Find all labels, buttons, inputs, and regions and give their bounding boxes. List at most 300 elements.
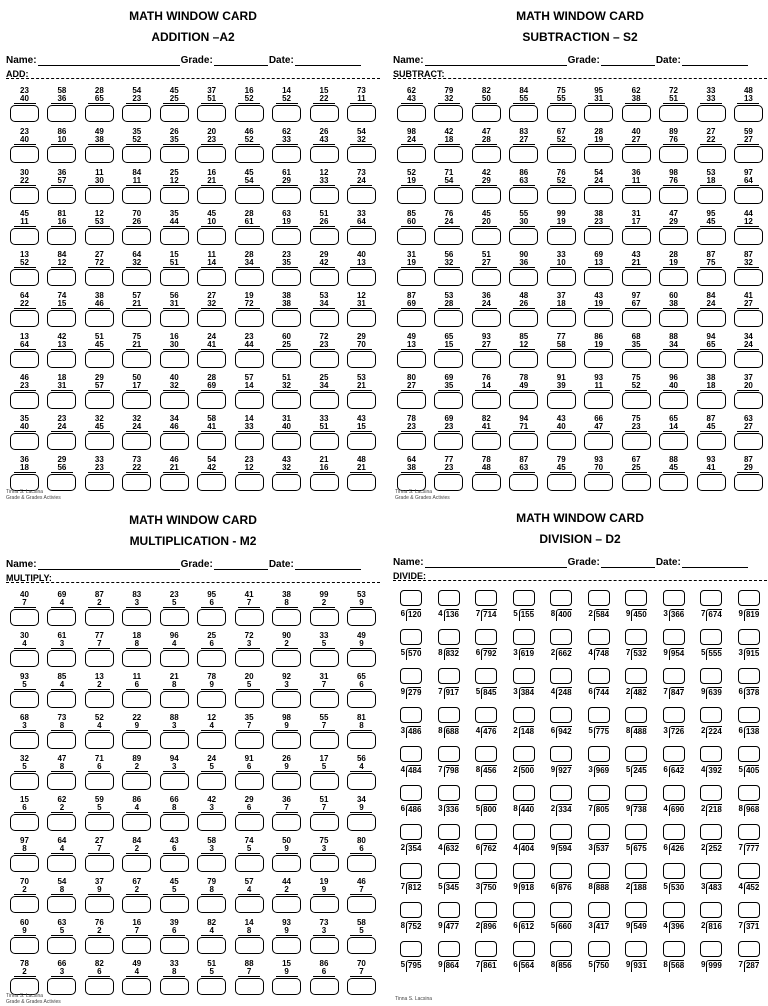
answer-box[interactable] <box>10 814 39 831</box>
answer-box[interactable] <box>122 773 151 790</box>
answer-box[interactable] <box>122 351 151 368</box>
answer-box[interactable] <box>434 146 463 163</box>
answer-box[interactable] <box>625 707 647 723</box>
answer-box[interactable] <box>347 978 376 995</box>
answer-box[interactable] <box>310 392 339 409</box>
answer-box[interactable] <box>235 433 264 450</box>
answer-box[interactable] <box>122 732 151 749</box>
answer-box[interactable] <box>347 814 376 831</box>
answer-box[interactable] <box>397 310 426 327</box>
answer-box[interactable] <box>697 392 726 409</box>
answer-box[interactable] <box>550 902 572 918</box>
answer-box[interactable] <box>47 187 76 204</box>
answer-box[interactable] <box>272 609 301 626</box>
answer-box[interactable] <box>475 746 497 762</box>
answer-box[interactable] <box>438 941 460 957</box>
answer-box[interactable] <box>272 773 301 790</box>
answer-box[interactable] <box>197 691 226 708</box>
answer-box[interactable] <box>550 785 572 801</box>
answer-box[interactable] <box>85 691 114 708</box>
answer-box[interactable] <box>310 937 339 954</box>
answer-box[interactable] <box>235 650 264 667</box>
grade-field[interactable] <box>214 56 268 66</box>
answer-box[interactable] <box>47 896 76 913</box>
answer-box[interactable] <box>550 746 572 762</box>
answer-box[interactable] <box>584 310 613 327</box>
answer-box[interactable] <box>625 746 647 762</box>
answer-box[interactable] <box>400 824 422 840</box>
answer-box[interactable] <box>10 732 39 749</box>
answer-box[interactable] <box>697 269 726 286</box>
name-field[interactable] <box>425 558 567 568</box>
answer-box[interactable] <box>235 310 264 327</box>
answer-box[interactable] <box>663 941 685 957</box>
answer-box[interactable] <box>547 228 576 245</box>
answer-box[interactable] <box>160 351 189 368</box>
answer-box[interactable] <box>509 187 538 204</box>
answer-box[interactable] <box>235 228 264 245</box>
answer-box[interactable] <box>10 228 39 245</box>
answer-box[interactable] <box>347 474 376 491</box>
answer-box[interactable] <box>85 474 114 491</box>
answer-box[interactable] <box>547 269 576 286</box>
answer-box[interactable] <box>700 785 722 801</box>
answer-box[interactable] <box>347 228 376 245</box>
answer-box[interactable] <box>588 746 610 762</box>
answer-box[interactable] <box>47 650 76 667</box>
answer-box[interactable] <box>738 785 760 801</box>
answer-box[interactable] <box>475 863 497 879</box>
answer-box[interactable] <box>272 187 301 204</box>
answer-box[interactable] <box>272 896 301 913</box>
answer-box[interactable] <box>160 814 189 831</box>
answer-box[interactable] <box>160 310 189 327</box>
answer-box[interactable] <box>197 896 226 913</box>
answer-box[interactable] <box>475 590 497 606</box>
answer-box[interactable] <box>122 187 151 204</box>
answer-box[interactable] <box>10 351 39 368</box>
answer-box[interactable] <box>400 746 422 762</box>
answer-box[interactable] <box>700 590 722 606</box>
answer-box[interactable] <box>347 691 376 708</box>
answer-box[interactable] <box>235 474 264 491</box>
answer-box[interactable] <box>472 228 501 245</box>
answer-box[interactable] <box>700 863 722 879</box>
answer-box[interactable] <box>659 392 688 409</box>
answer-box[interactable] <box>472 269 501 286</box>
answer-box[interactable] <box>47 310 76 327</box>
answer-box[interactable] <box>310 146 339 163</box>
answer-box[interactable] <box>235 855 264 872</box>
answer-box[interactable] <box>122 228 151 245</box>
answer-box[interactable] <box>47 228 76 245</box>
answer-box[interactable] <box>197 609 226 626</box>
answer-box[interactable] <box>197 650 226 667</box>
answer-box[interactable] <box>397 351 426 368</box>
answer-box[interactable] <box>622 310 651 327</box>
answer-box[interactable] <box>160 433 189 450</box>
answer-box[interactable] <box>400 629 422 645</box>
answer-box[interactable] <box>659 228 688 245</box>
answer-box[interactable] <box>85 773 114 790</box>
answer-box[interactable] <box>659 105 688 122</box>
answer-box[interactable] <box>397 187 426 204</box>
answer-box[interactable] <box>122 269 151 286</box>
answer-box[interactable] <box>272 269 301 286</box>
answer-box[interactable] <box>663 824 685 840</box>
answer-box[interactable] <box>160 732 189 749</box>
answer-box[interactable] <box>588 785 610 801</box>
answer-box[interactable] <box>663 902 685 918</box>
answer-box[interactable] <box>697 433 726 450</box>
answer-box[interactable] <box>235 392 264 409</box>
answer-box[interactable] <box>10 105 39 122</box>
answer-box[interactable] <box>85 269 114 286</box>
answer-box[interactable] <box>625 902 647 918</box>
answer-box[interactable] <box>347 773 376 790</box>
answer-box[interactable] <box>738 824 760 840</box>
answer-box[interactable] <box>700 629 722 645</box>
answer-box[interactable] <box>272 814 301 831</box>
answer-box[interactable] <box>85 896 114 913</box>
answer-box[interactable] <box>700 902 722 918</box>
answer-box[interactable] <box>697 105 726 122</box>
answer-box[interactable] <box>513 746 535 762</box>
answer-box[interactable] <box>438 746 460 762</box>
answer-box[interactable] <box>122 978 151 995</box>
answer-box[interactable] <box>47 351 76 368</box>
answer-box[interactable] <box>85 392 114 409</box>
answer-box[interactable] <box>434 105 463 122</box>
answer-box[interactable] <box>584 228 613 245</box>
answer-box[interactable] <box>235 269 264 286</box>
answer-box[interactable] <box>10 310 39 327</box>
answer-box[interactable] <box>347 896 376 913</box>
answer-box[interactable] <box>10 187 39 204</box>
answer-box[interactable] <box>235 351 264 368</box>
answer-box[interactable] <box>310 732 339 749</box>
answer-box[interactable] <box>85 937 114 954</box>
answer-box[interactable] <box>734 187 763 204</box>
answer-box[interactable] <box>509 310 538 327</box>
answer-box[interactable] <box>547 474 576 491</box>
answer-box[interactable] <box>659 433 688 450</box>
answer-box[interactable] <box>700 941 722 957</box>
answer-box[interactable] <box>663 707 685 723</box>
answer-box[interactable] <box>513 902 535 918</box>
answer-box[interactable] <box>738 863 760 879</box>
answer-box[interactable] <box>122 855 151 872</box>
answer-box[interactable] <box>475 902 497 918</box>
answer-box[interactable] <box>122 609 151 626</box>
answer-box[interactable] <box>197 146 226 163</box>
answer-box[interactable] <box>509 146 538 163</box>
answer-box[interactable] <box>625 824 647 840</box>
answer-box[interactable] <box>472 351 501 368</box>
answer-box[interactable] <box>397 228 426 245</box>
answer-box[interactable] <box>734 146 763 163</box>
answer-box[interactable] <box>347 392 376 409</box>
answer-box[interactable] <box>472 146 501 163</box>
answer-box[interactable] <box>700 746 722 762</box>
answer-box[interactable] <box>235 978 264 995</box>
answer-box[interactable] <box>47 855 76 872</box>
answer-box[interactable] <box>10 269 39 286</box>
answer-box[interactable] <box>434 269 463 286</box>
answer-box[interactable] <box>197 937 226 954</box>
name-field[interactable] <box>425 56 567 66</box>
answer-box[interactable] <box>400 707 422 723</box>
answer-box[interactable] <box>10 691 39 708</box>
grade-field[interactable] <box>601 56 655 66</box>
answer-box[interactable] <box>47 269 76 286</box>
answer-box[interactable] <box>160 392 189 409</box>
answer-box[interactable] <box>622 105 651 122</box>
answer-box[interactable] <box>122 310 151 327</box>
answer-box[interactable] <box>85 650 114 667</box>
answer-box[interactable] <box>622 474 651 491</box>
answer-box[interactable] <box>85 187 114 204</box>
answer-box[interactable] <box>472 310 501 327</box>
answer-box[interactable] <box>625 863 647 879</box>
name-field[interactable] <box>38 56 180 66</box>
answer-box[interactable] <box>472 187 501 204</box>
answer-box[interactable] <box>584 187 613 204</box>
answer-box[interactable] <box>160 187 189 204</box>
answer-box[interactable] <box>10 433 39 450</box>
answer-box[interactable] <box>10 609 39 626</box>
answer-box[interactable] <box>235 187 264 204</box>
answer-box[interactable] <box>509 474 538 491</box>
answer-box[interactable] <box>700 824 722 840</box>
answer-box[interactable] <box>513 824 535 840</box>
answer-box[interactable] <box>310 269 339 286</box>
answer-box[interactable] <box>584 351 613 368</box>
answer-box[interactable] <box>697 187 726 204</box>
answer-box[interactable] <box>310 187 339 204</box>
answer-box[interactable] <box>438 824 460 840</box>
answer-box[interactable] <box>10 855 39 872</box>
answer-box[interactable] <box>160 855 189 872</box>
answer-box[interactable] <box>272 691 301 708</box>
answer-box[interactable] <box>397 433 426 450</box>
answer-box[interactable] <box>625 629 647 645</box>
answer-box[interactable] <box>547 146 576 163</box>
answer-box[interactable] <box>438 902 460 918</box>
answer-box[interactable] <box>472 474 501 491</box>
answer-box[interactable] <box>160 937 189 954</box>
answer-box[interactable] <box>160 105 189 122</box>
answer-box[interactable] <box>438 785 460 801</box>
answer-box[interactable] <box>272 228 301 245</box>
answer-box[interactable] <box>310 978 339 995</box>
answer-box[interactable] <box>122 105 151 122</box>
answer-box[interactable] <box>588 707 610 723</box>
answer-box[interactable] <box>547 310 576 327</box>
answer-box[interactable] <box>272 855 301 872</box>
answer-box[interactable] <box>513 785 535 801</box>
answer-box[interactable] <box>122 691 151 708</box>
answer-box[interactable] <box>475 941 497 957</box>
answer-box[interactable] <box>588 590 610 606</box>
answer-box[interactable] <box>550 824 572 840</box>
answer-box[interactable] <box>588 824 610 840</box>
answer-box[interactable] <box>347 433 376 450</box>
answer-box[interactable] <box>659 146 688 163</box>
answer-box[interactable] <box>85 433 114 450</box>
answer-box[interactable] <box>122 814 151 831</box>
answer-box[interactable] <box>160 896 189 913</box>
answer-box[interactable] <box>310 310 339 327</box>
answer-box[interactable] <box>509 105 538 122</box>
answer-box[interactable] <box>122 146 151 163</box>
answer-box[interactable] <box>347 187 376 204</box>
answer-box[interactable] <box>434 392 463 409</box>
answer-box[interactable] <box>438 668 460 684</box>
answer-box[interactable] <box>697 146 726 163</box>
answer-box[interactable] <box>10 896 39 913</box>
answer-box[interactable] <box>659 310 688 327</box>
answer-box[interactable] <box>272 937 301 954</box>
answer-box[interactable] <box>122 474 151 491</box>
answer-box[interactable] <box>85 609 114 626</box>
answer-box[interactable] <box>272 978 301 995</box>
answer-box[interactable] <box>475 629 497 645</box>
answer-box[interactable] <box>10 392 39 409</box>
answer-box[interactable] <box>85 351 114 368</box>
answer-box[interactable] <box>734 310 763 327</box>
answer-box[interactable] <box>659 187 688 204</box>
answer-box[interactable] <box>47 433 76 450</box>
answer-box[interactable] <box>550 590 572 606</box>
answer-box[interactable] <box>472 433 501 450</box>
answer-box[interactable] <box>235 937 264 954</box>
answer-box[interactable] <box>272 351 301 368</box>
answer-box[interactable] <box>47 609 76 626</box>
answer-box[interactable] <box>509 433 538 450</box>
answer-box[interactable] <box>547 433 576 450</box>
answer-box[interactable] <box>85 105 114 122</box>
answer-box[interactable] <box>310 609 339 626</box>
answer-box[interactable] <box>472 105 501 122</box>
answer-box[interactable] <box>272 146 301 163</box>
answer-box[interactable] <box>622 228 651 245</box>
answer-box[interactable] <box>160 474 189 491</box>
answer-box[interactable] <box>47 773 76 790</box>
date-field[interactable] <box>682 558 748 568</box>
answer-box[interactable] <box>85 814 114 831</box>
answer-box[interactable] <box>197 773 226 790</box>
answer-box[interactable] <box>47 691 76 708</box>
answer-box[interactable] <box>622 351 651 368</box>
answer-box[interactable] <box>434 351 463 368</box>
answer-box[interactable] <box>160 609 189 626</box>
answer-box[interactable] <box>734 228 763 245</box>
answer-box[interactable] <box>85 228 114 245</box>
answer-box[interactable] <box>47 392 76 409</box>
answer-box[interactable] <box>400 590 422 606</box>
answer-box[interactable] <box>122 650 151 667</box>
answer-box[interactable] <box>235 691 264 708</box>
answer-box[interactable] <box>197 351 226 368</box>
answer-box[interactable] <box>10 650 39 667</box>
answer-box[interactable] <box>697 474 726 491</box>
answer-box[interactable] <box>397 146 426 163</box>
answer-box[interactable] <box>310 855 339 872</box>
answer-box[interactable] <box>513 941 535 957</box>
answer-box[interactable] <box>438 707 460 723</box>
answer-box[interactable] <box>550 668 572 684</box>
answer-box[interactable] <box>475 824 497 840</box>
answer-box[interactable] <box>197 978 226 995</box>
answer-box[interactable] <box>550 707 572 723</box>
answer-box[interactable] <box>347 351 376 368</box>
answer-box[interactable] <box>622 187 651 204</box>
answer-box[interactable] <box>197 392 226 409</box>
answer-box[interactable] <box>550 629 572 645</box>
answer-box[interactable] <box>160 691 189 708</box>
answer-box[interactable] <box>122 896 151 913</box>
answer-box[interactable] <box>622 146 651 163</box>
answer-box[interactable] <box>400 668 422 684</box>
answer-box[interactable] <box>513 863 535 879</box>
answer-box[interactable] <box>734 105 763 122</box>
answer-box[interactable] <box>197 732 226 749</box>
answer-box[interactable] <box>272 474 301 491</box>
name-field[interactable] <box>38 560 180 570</box>
answer-box[interactable] <box>347 310 376 327</box>
answer-box[interactable] <box>47 105 76 122</box>
answer-box[interactable] <box>663 746 685 762</box>
answer-box[interactable] <box>738 941 760 957</box>
answer-box[interactable] <box>547 187 576 204</box>
answer-box[interactable] <box>160 146 189 163</box>
answer-box[interactable] <box>347 609 376 626</box>
answer-box[interactable] <box>434 187 463 204</box>
answer-box[interactable] <box>434 433 463 450</box>
answer-box[interactable] <box>310 228 339 245</box>
answer-box[interactable] <box>513 668 535 684</box>
date-field[interactable] <box>295 560 361 570</box>
answer-box[interactable] <box>122 433 151 450</box>
grade-field[interactable] <box>214 560 268 570</box>
answer-box[interactable] <box>160 978 189 995</box>
answer-box[interactable] <box>197 474 226 491</box>
answer-box[interactable] <box>622 269 651 286</box>
answer-box[interactable] <box>160 228 189 245</box>
answer-box[interactable] <box>738 746 760 762</box>
answer-box[interactable] <box>550 941 572 957</box>
answer-box[interactable] <box>397 392 426 409</box>
answer-box[interactable] <box>272 650 301 667</box>
answer-box[interactable] <box>347 269 376 286</box>
answer-box[interactable] <box>734 392 763 409</box>
answer-box[interactable] <box>310 650 339 667</box>
answer-box[interactable] <box>400 902 422 918</box>
answer-box[interactable] <box>272 732 301 749</box>
answer-box[interactable] <box>738 668 760 684</box>
answer-box[interactable] <box>738 707 760 723</box>
answer-box[interactable] <box>509 392 538 409</box>
answer-box[interactable] <box>738 629 760 645</box>
answer-box[interactable] <box>659 269 688 286</box>
answer-box[interactable] <box>160 269 189 286</box>
answer-box[interactable] <box>347 146 376 163</box>
answer-box[interactable] <box>197 310 226 327</box>
answer-box[interactable] <box>400 785 422 801</box>
answer-box[interactable] <box>663 785 685 801</box>
answer-box[interactable] <box>235 609 264 626</box>
